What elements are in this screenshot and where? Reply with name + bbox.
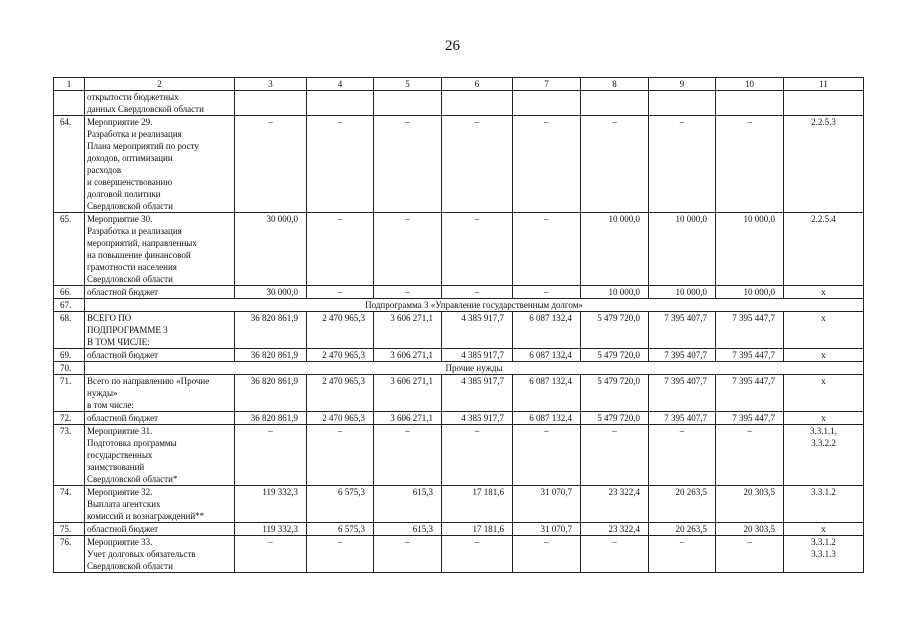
column-number-cell: 4	[307, 78, 374, 91]
value-cell: –	[513, 116, 581, 213]
value-cell: –	[649, 425, 716, 486]
text-line: доходов, оптимизации	[87, 153, 173, 163]
value-cell: –	[513, 213, 581, 286]
value-cell: –	[307, 286, 374, 299]
value-cell: –	[374, 425, 442, 486]
table-row	[54, 486, 864, 523]
text-line: и совершенствованию	[87, 177, 173, 187]
empty-cell	[235, 91, 307, 116]
value-cell: –	[307, 213, 374, 286]
column-number-row	[54, 78, 864, 91]
value-cell: 10 000,0	[716, 286, 784, 299]
column-number-cell: 7	[513, 78, 581, 91]
value-cell: 36 820 861,9	[235, 375, 307, 412]
value-cell: 7 395 407,7	[649, 375, 716, 412]
value-cell: –	[374, 286, 442, 299]
value-cell: –	[374, 536, 442, 573]
text-line: х	[821, 287, 826, 297]
value-cell: 20 303,5	[716, 486, 784, 523]
value-cell: –	[716, 425, 784, 486]
value-cell: 20 303,5	[716, 523, 784, 536]
column-number-cell: 8	[581, 78, 649, 91]
value-cell: 6 087 132,4	[513, 375, 581, 412]
column-number-cell: 10	[716, 78, 784, 91]
table-row	[54, 213, 864, 286]
row-number-cell: 67.	[54, 299, 85, 312]
value-cell: 4 385 917,7	[442, 375, 513, 412]
row-number-cell: 64.	[54, 116, 85, 213]
value-cell: –	[235, 116, 307, 213]
empty-cell	[374, 91, 442, 116]
target-code-cell	[784, 116, 864, 213]
value-cell: 17 181,6	[442, 486, 513, 523]
text-line: Свердловской области	[87, 561, 173, 571]
value-cell: 2 470 965,3	[307, 375, 374, 412]
empty-cell	[784, 91, 864, 116]
value-cell: 31 070,7	[513, 523, 581, 536]
table-row	[54, 349, 864, 362]
section-title-cell: Подпрограмма 3 «Управление государственным долгом»	[85, 299, 864, 312]
text-line: Плана мероприятий по росту	[87, 141, 199, 151]
row-number-cell: 65.	[54, 213, 85, 286]
program-funding-table	[53, 77, 864, 573]
value-cell: 36 820 861,9	[235, 312, 307, 349]
value-cell: –	[716, 116, 784, 213]
text-line: мероприятий, направленных	[87, 238, 197, 248]
row-name-cell	[85, 536, 235, 573]
text-line: Свердловской области*	[87, 474, 178, 484]
page-number: 26	[445, 38, 460, 54]
value-cell: 30 000,0	[235, 286, 307, 299]
row-name-cell	[85, 116, 235, 213]
value-cell: 3 606 271,1	[374, 312, 442, 349]
value-cell: 6 087 132,4	[513, 412, 581, 425]
value-cell: 6 087 132,4	[513, 349, 581, 362]
empty-cell	[513, 91, 581, 116]
column-number-cell: 2	[85, 78, 235, 91]
table-row	[54, 312, 864, 349]
text-line: Всего по направлению «Прочие	[87, 376, 210, 386]
value-cell: –	[442, 425, 513, 486]
value-cell: –	[649, 536, 716, 573]
row-name-cell	[85, 375, 235, 412]
text-line: 3.3.1.2	[811, 487, 836, 497]
text-line: на повышение финансовой	[87, 250, 191, 260]
text-line: в том числе:	[87, 400, 134, 410]
value-cell: –	[442, 213, 513, 286]
empty-cell	[442, 91, 513, 116]
value-cell: 2 470 965,3	[307, 412, 374, 425]
row-name-cell	[85, 412, 235, 425]
table-row	[54, 286, 864, 299]
text-line: областной бюджет	[87, 287, 159, 297]
text-line: 3.3.1.1,	[810, 426, 837, 436]
text-line: данных Свердловской области	[87, 104, 204, 114]
value-cell: –	[374, 213, 442, 286]
row-name-cell	[85, 349, 235, 362]
text-line: 3.3.1.3	[811, 549, 836, 559]
text-line: 2.2.5.3	[811, 117, 836, 127]
column-number-cell: 5	[374, 78, 442, 91]
text-line: Свердловской области	[87, 274, 173, 284]
text-line: Мероприятие 30.	[87, 214, 153, 224]
value-cell: 7 395 447,7	[716, 375, 784, 412]
value-cell: 10 000,0	[649, 286, 716, 299]
column-number-cell: 3	[235, 78, 307, 91]
text-line: ВСЕГО ПО	[87, 313, 132, 323]
row-number-cell: 68.	[54, 312, 85, 349]
text-line: Мероприятие 31.	[87, 426, 153, 436]
value-cell: 17 181,6	[442, 523, 513, 536]
target-code-cell	[784, 286, 864, 299]
value-cell: –	[442, 536, 513, 573]
text-line: Выплата агентских	[87, 499, 161, 509]
value-cell: –	[307, 425, 374, 486]
value-cell: 615,3	[374, 523, 442, 536]
text-line: долговой политики	[87, 189, 161, 199]
column-number-cell: 11	[784, 78, 864, 91]
value-cell: 23 322,4	[581, 486, 649, 523]
value-cell: 5 479 720,0	[581, 349, 649, 362]
value-cell: 119 332,3	[235, 523, 307, 536]
target-code-cell	[784, 312, 864, 349]
row-number-cell: 69.	[54, 349, 85, 362]
row-number-cell: 70.	[54, 362, 85, 375]
text-line: государственных	[87, 450, 153, 460]
text-line: Мероприятие 32.	[87, 487, 153, 497]
value-cell: 7 395 447,7	[716, 349, 784, 362]
column-number-cell: 9	[649, 78, 716, 91]
value-cell: –	[581, 536, 649, 573]
column-number-cell: 1	[54, 78, 85, 91]
text-line: 3.3.1.2	[811, 537, 836, 547]
value-cell: –	[581, 425, 649, 486]
row-name-cell	[85, 286, 235, 299]
table-row	[54, 412, 864, 425]
value-cell: 7 395 407,7	[649, 312, 716, 349]
text-line: В ТОМ ЧИСЛЕ:	[87, 337, 150, 347]
text-line: 2.2.5.4	[811, 214, 836, 224]
value-cell: 31 070,7	[513, 486, 581, 523]
section-row	[54, 299, 864, 312]
text-line: х	[821, 413, 826, 423]
text-line: Мероприятие 29.	[87, 117, 153, 127]
text-line: х	[821, 524, 826, 534]
value-cell: 36 820 861,9	[235, 349, 307, 362]
value-cell: –	[235, 536, 307, 573]
target-code-cell	[784, 536, 864, 573]
value-cell: 23 322,4	[581, 523, 649, 536]
value-cell: –	[716, 536, 784, 573]
row-name-cell	[85, 312, 235, 349]
value-cell: 4 385 917,7	[442, 349, 513, 362]
value-cell: 5 479 720,0	[581, 412, 649, 425]
row-number-cell: 74.	[54, 486, 85, 523]
text-line: комиссий и вознаграждений**	[87, 511, 205, 521]
value-cell: 6 575,3	[307, 486, 374, 523]
value-cell: 5 479 720,0	[581, 375, 649, 412]
value-cell: –	[513, 286, 581, 299]
value-cell: 4 385 917,7	[442, 312, 513, 349]
value-cell: –	[235, 425, 307, 486]
table-row	[54, 116, 864, 213]
target-code-cell	[784, 375, 864, 412]
empty-cell	[649, 91, 716, 116]
value-cell: 20 263,5	[649, 486, 716, 523]
table-row	[54, 375, 864, 412]
value-cell: 10 000,0	[581, 286, 649, 299]
value-cell: 36 820 861,9	[235, 412, 307, 425]
value-cell: 5 479 720,0	[581, 312, 649, 349]
target-code-cell	[784, 486, 864, 523]
value-cell: 10 000,0	[716, 213, 784, 286]
value-cell: 4 385 917,7	[442, 412, 513, 425]
text-line: х	[821, 313, 826, 323]
row-number-cell: 75.	[54, 523, 85, 536]
table-row	[54, 425, 864, 486]
text-line: Свердловской области	[87, 201, 173, 211]
row-number-cell: 72.	[54, 412, 85, 425]
text-line: заимствований	[87, 462, 145, 472]
row-number-cell: 73.	[54, 425, 85, 486]
text-line: ПОДПРОГРАММЕ 3	[87, 325, 168, 335]
text-line: областной бюджет	[87, 413, 159, 423]
text-line: областной бюджет	[87, 350, 159, 360]
target-code-cell	[784, 425, 864, 486]
text-line: Учет долговых обязательств	[87, 549, 196, 559]
text-line: х	[821, 376, 826, 386]
section-row	[54, 362, 864, 375]
text-line: Разработка и реализация	[87, 226, 182, 236]
value-cell: 10 000,0	[649, 213, 716, 286]
column-number-cell: 6	[442, 78, 513, 91]
text-line: 3.3.2.2	[811, 438, 836, 448]
value-cell: 6 575,3	[307, 523, 374, 536]
text-line: х	[821, 350, 826, 360]
text-line: Разработка и реализация	[87, 129, 182, 139]
value-cell: 7 395 407,7	[649, 349, 716, 362]
row-number-cell: 71.	[54, 375, 85, 412]
row-name-cell	[85, 213, 235, 286]
table-row	[54, 536, 864, 573]
row-number-cell: 76.	[54, 536, 85, 573]
value-cell: 3 606 271,1	[374, 375, 442, 412]
text-line: грамотности населения	[87, 262, 177, 272]
target-code-cell	[784, 523, 864, 536]
table-row	[54, 523, 864, 536]
value-cell: 7 395 407,7	[649, 412, 716, 425]
value-cell: 6 087 132,4	[513, 312, 581, 349]
value-cell: 119 332,3	[235, 486, 307, 523]
value-cell: –	[307, 116, 374, 213]
value-cell: –	[513, 536, 581, 573]
value-cell: 20 263,5	[649, 523, 716, 536]
target-code-cell	[784, 213, 864, 286]
table-row	[54, 91, 864, 116]
text-line: Мероприятие 33.	[87, 537, 153, 547]
value-cell: 3 606 271,1	[374, 412, 442, 425]
value-cell: 10 000,0	[581, 213, 649, 286]
section-title-cell: Прочие нужды	[85, 362, 864, 375]
value-cell: 2 470 965,3	[307, 349, 374, 362]
empty-cell	[581, 91, 649, 116]
value-cell: –	[307, 536, 374, 573]
target-code-cell	[784, 412, 864, 425]
row-name-cell	[85, 523, 235, 536]
row-name-cell	[85, 425, 235, 486]
table-body	[54, 78, 864, 573]
row-name-cell	[85, 91, 235, 116]
value-cell: 3 606 271,1	[374, 349, 442, 362]
value-cell: 615,3	[374, 486, 442, 523]
text-line: нужды»	[87, 388, 118, 398]
text-line: открытости бюджетных	[87, 92, 179, 102]
empty-cell	[716, 91, 784, 116]
text-line: Подготовка программы	[87, 438, 177, 448]
value-cell: –	[374, 116, 442, 213]
row-name-cell	[85, 486, 235, 523]
value-cell: –	[513, 425, 581, 486]
value-cell: 30 000,0	[235, 213, 307, 286]
text-line: областной бюджет	[87, 524, 159, 534]
value-cell: –	[649, 116, 716, 213]
row-number-cell: 66.	[54, 286, 85, 299]
text-line: расходов	[87, 165, 122, 175]
empty-cell	[307, 91, 374, 116]
target-code-cell	[784, 349, 864, 362]
value-cell: –	[581, 116, 649, 213]
row-number-cell	[54, 91, 85, 116]
value-cell: 2 470 965,3	[307, 312, 374, 349]
value-cell: 7 395 447,7	[716, 412, 784, 425]
value-cell: –	[442, 116, 513, 213]
value-cell: 7 395 447,7	[716, 312, 784, 349]
value-cell: –	[442, 286, 513, 299]
